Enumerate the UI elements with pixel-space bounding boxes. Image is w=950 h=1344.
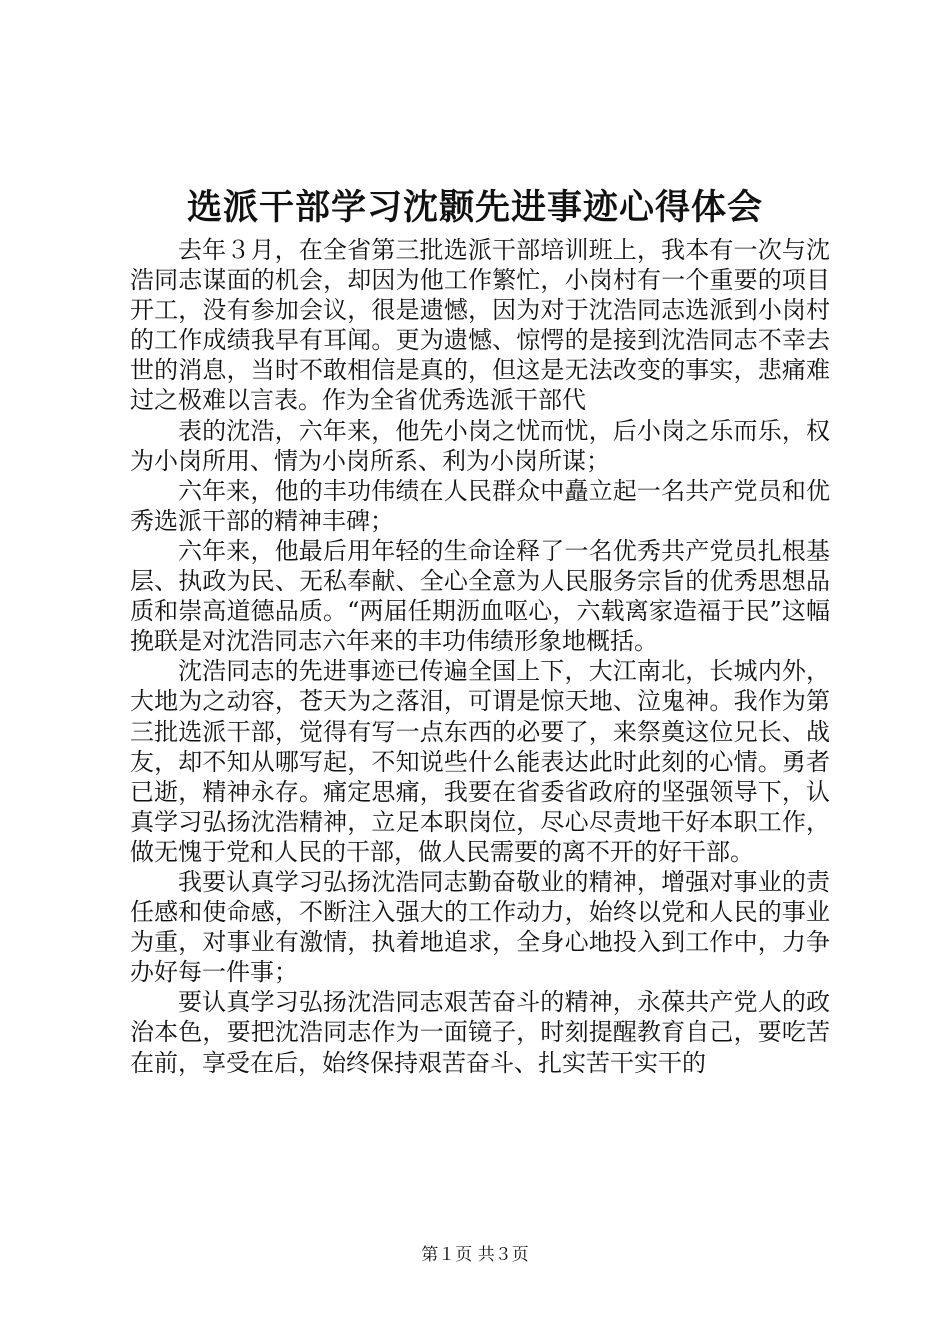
- paragraph: 我要认真学习弘扬沈浩同志勤奋敬业的精神，增强对事业的责任感和使命感，不断注入强大的工作动力，始终以党和人民的事业为重，对事业有激情，执着地追求，全身心地投入到工作中，力争办好每一件事；: [130, 867, 830, 987]
- paragraph: 六年来，他最后用年轻的生命诠释了一名优秀共产党员扎根基层、执政为民、无私奉献、全心全意为人民服务宗旨的优秀思想品质和崇高道德品质。“两届任期沥血呕心，六载离家造福于民”这幅挽联是对沈浩同志六年来的丰功伟绩形象地概括。: [130, 536, 830, 656]
- document-title: 选派干部学习沈颢先进事迹心得体会: [186, 187, 763, 228]
- paragraph: 沈浩同志的先进事迹已传遍全国上下，大江南北，长城内外，大地为之动容，苍天为之落泪，可谓是惊天地、泣鬼神。我作为第三批选派干部，觉得有写一点东西的必要了，来祭奠这位兄长、战友，却不知从哪写起，不知说些什么能表达此时此刻的心情。勇者已逝，精神永存。痛定思痛，我要在省委省政府的坚强领导下，认真学习弘扬沈浩精神，立足本职岗位，尽心尽责地干好本职工作，做无愧于党和人民的干部，做人民需要的离不开的好干部。: [130, 657, 830, 866]
- paragraph: 去年３月，在全省第三批选派干部培训班上，我本有一次与沈浩同志谋面的机会，却因为他工作繁忙，小岗村有一个重要的项目开工，没有参加会议，很是遗憾，因为对于沈浩同志选派到小岗村的工作成绩我早有耳闻。更为遗憾、惊愕的是接到沈浩同志不幸去世的消息，当时不敢相信是真的，但这是无法改变的事实，悲痛难过之极难以言表。作为全省优秀选派干部代: [130, 236, 830, 415]
- paragraph: 要认真学习弘扬沈浩同志艰苦奋斗的精神，永葆共产党人的政治本色，要把沈浩同志作为一面镜子，时刻提醒教育自己，要吃苦在前，享受在后，始终保持艰苦奋斗、扎实苦干实干的: [130, 988, 830, 1077]
- document-body: [130, 235, 830, 1078]
- paragraph: 表的沈浩，六年来，他先小岗之忧而忧，后小岗之乐而乐，权为小岗所用、情为小岗所系、利为小岗所谋；: [130, 416, 830, 475]
- paragraph: 六年来，他的丰功伟绩在人民群众中矗立起一名共产党员和优秀选派干部的精神丰碑；: [130, 476, 830, 535]
- page-number-footer: 第１页 共３页: [421, 1245, 529, 1265]
